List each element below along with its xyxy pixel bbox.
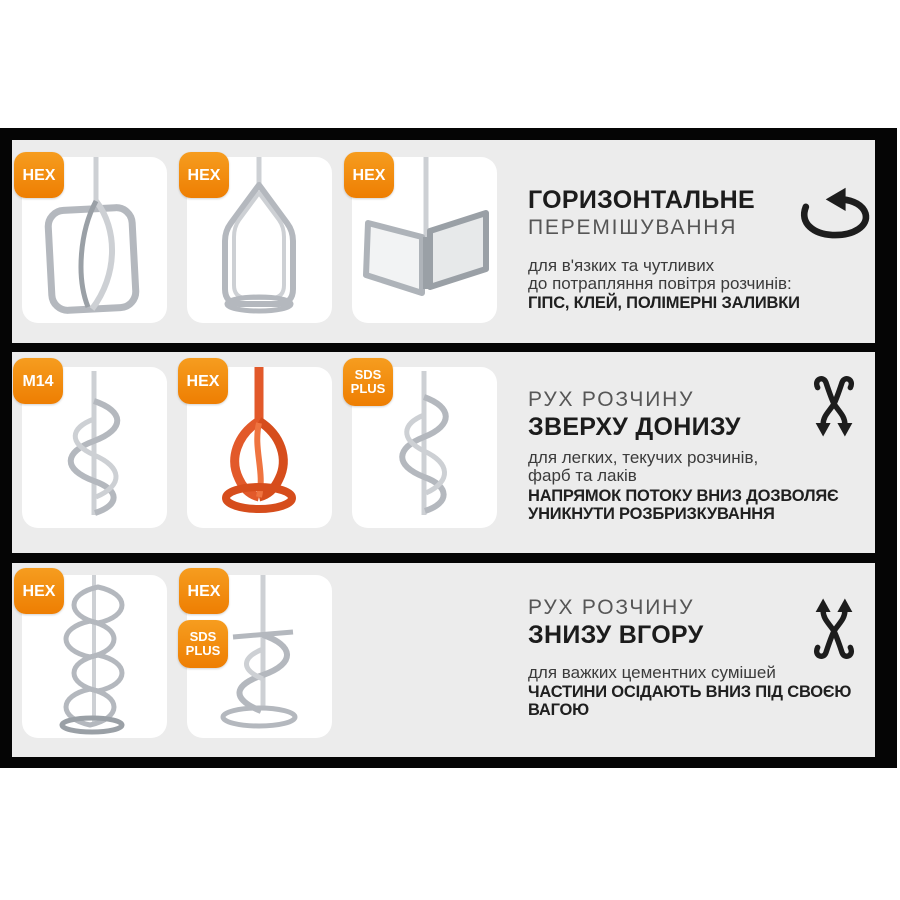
badge-label: SDS PLUS — [185, 629, 221, 658]
shank-type-badge — [343, 358, 393, 406]
badge-label: HEX — [22, 166, 56, 184]
rotate-counterclockwise-icon — [792, 182, 876, 240]
shank-type-badge — [344, 152, 394, 198]
body-line-bold: ЧАСТИНИ ОСІДАЮТЬ ВНИЗ ПІД СВОЄЮ — [528, 683, 852, 701]
body-line: до потрапляння повітря розчинів: — [528, 274, 792, 293]
section-subtitle: РУХ РОЗЧИНУ — [528, 596, 695, 619]
shank-type-badge — [178, 358, 228, 404]
infographic-frame — [0, 128, 897, 768]
body-line: для важких цементних сумішей — [528, 663, 776, 682]
body-line: для в'язких та чутливих — [528, 256, 715, 275]
badge-label: M14 — [22, 372, 54, 390]
section-title: ЗНИЗУ ВГОРУ — [528, 621, 704, 649]
shank-type-badge — [14, 568, 64, 614]
section-flow-top-down — [12, 352, 875, 553]
body-line-bold: НАПРЯМОК ПОТОКУ ВНИЗ ДОЗВОЛЯЄ — [528, 487, 839, 505]
badge-label: HEX — [187, 582, 221, 600]
section-flow-bottom-up — [12, 563, 875, 757]
body-line: для легких, текучих розчинів, — [528, 448, 759, 467]
section-title: ЗВЕРХУ ДОНИЗУ — [528, 413, 741, 441]
arrows-cross-down-icon — [800, 374, 868, 442]
body-line-bold: ГІПС, КЛЕЙ, ПОЛІМЕРНІ ЗАЛИВКИ — [528, 294, 800, 312]
badge-label: SDS PLUS — [350, 367, 386, 396]
shank-type-badge — [14, 152, 64, 198]
badge-label: HEX — [352, 166, 386, 184]
badge-label: HEX — [186, 372, 220, 390]
section-subtitle: РУХ РОЗЧИНУ — [528, 388, 695, 411]
body-line-bold: ВАГОЮ — [528, 701, 589, 719]
body-line: фарб та лаків — [528, 466, 637, 485]
shank-type-badge — [13, 358, 63, 404]
shank-type-badge — [179, 152, 229, 198]
badge-label: HEX — [187, 166, 221, 184]
body-line-bold: УНИКНУТИ РОЗБРИЗКУВАННЯ — [528, 505, 775, 523]
shank-type-badge — [179, 568, 229, 614]
shank-type-badge — [178, 620, 228, 668]
section-title: ГОРИЗОНТАЛЬНЕ — [528, 186, 755, 214]
section-subtitle: ПЕРЕМІШУВАННЯ — [528, 216, 738, 239]
arrows-cross-up-icon — [800, 593, 868, 661]
badge-label: HEX — [22, 582, 56, 600]
section-horizontal-mixing — [12, 140, 875, 343]
